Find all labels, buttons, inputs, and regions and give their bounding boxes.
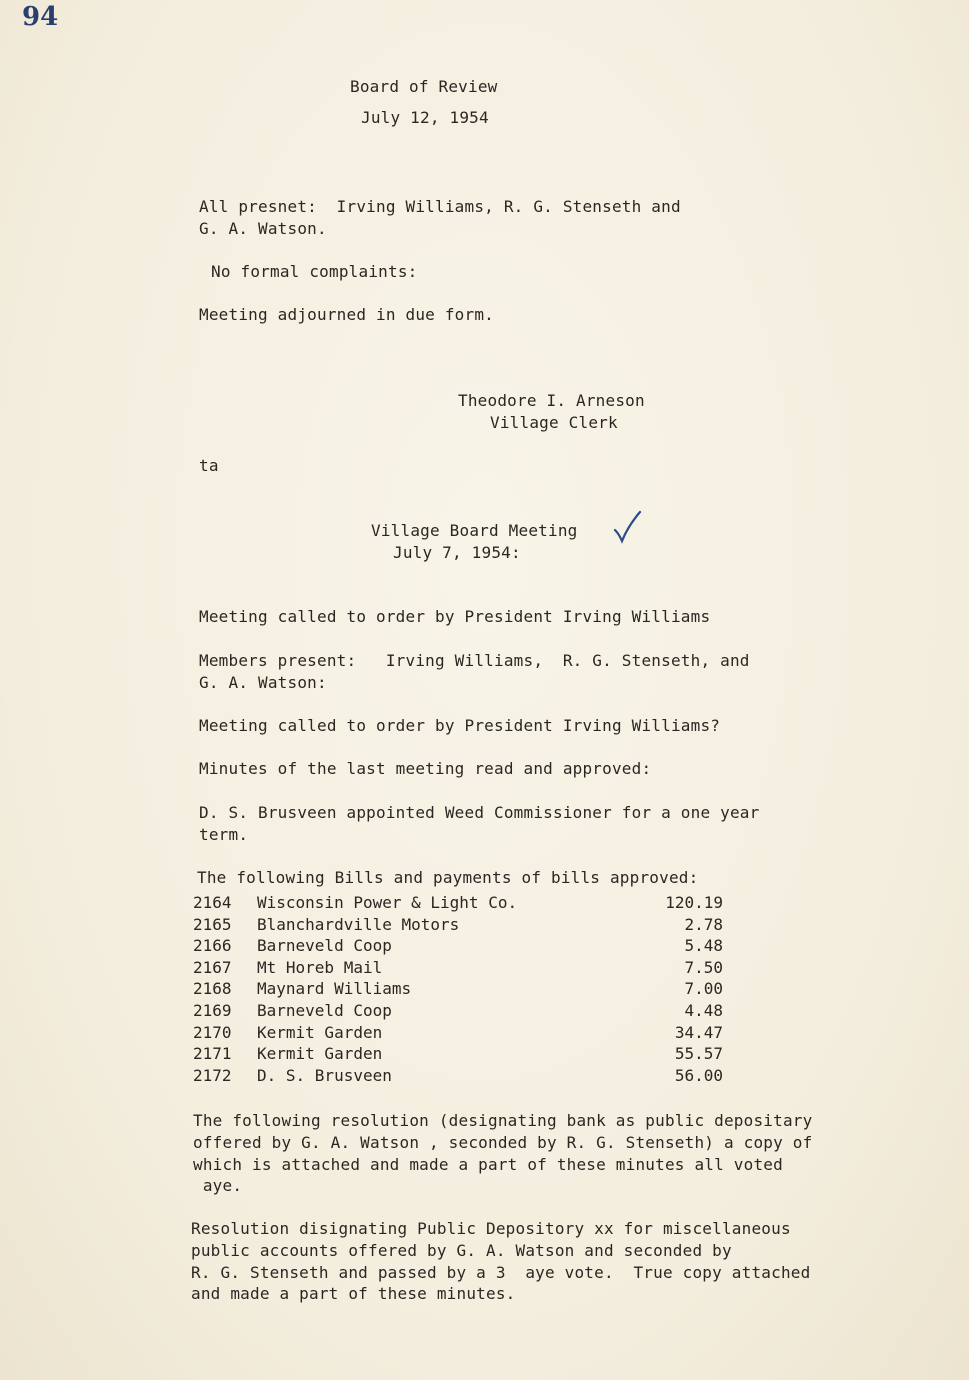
bill-number: 2166 bbox=[193, 936, 232, 956]
bill-row bbox=[193, 935, 733, 957]
complaints-line: No formal complaints: bbox=[211, 262, 418, 281]
bill-payee: Wisconsin Power & Light Co. bbox=[257, 893, 518, 912]
called-to-order-line: Meeting called to order by President Irving Williams bbox=[199, 607, 711, 626]
bill-number: 2171 bbox=[193, 1044, 232, 1064]
page-number: 94 bbox=[22, 2, 59, 32]
bill-number: 2172 bbox=[193, 1065, 232, 1085]
bill-payee: Barneveld Coop bbox=[257, 936, 392, 956]
bill-payee: D. S. Brusveen bbox=[257, 1065, 392, 1085]
bill-amount: 55.57 bbox=[674, 1044, 723, 1064]
members-line-1: Members present: Irving Williams, R. G. Stenseth, and bbox=[199, 651, 750, 670]
bill-payee: Kermit Garden bbox=[257, 1022, 383, 1042]
signer-title: Village Clerk bbox=[490, 413, 618, 432]
adjourned-line: Meeting adjourned in due form. bbox=[199, 305, 494, 324]
minutes-line: Minutes of the last meeting read and approved: bbox=[199, 759, 652, 778]
resolution-1-line-1: The following resolution (designating bank as public depositary bbox=[193, 1111, 813, 1130]
bill-row bbox=[193, 957, 733, 979]
bill-payee: Blanchardville Motors bbox=[257, 914, 460, 934]
resolution-2-line-1: Resolution disignating Public Depository xx for miscellaneous bbox=[191, 1219, 791, 1238]
bill-number: 2164 bbox=[193, 893, 232, 912]
bill-payee: Kermit Garden bbox=[257, 1044, 383, 1064]
called-to-order-line-2: Meeting called to order by President Irving Williams? bbox=[199, 716, 721, 735]
bill-number: 2170 bbox=[193, 1022, 232, 1042]
bills-heading: The following Bills and payments of bills approved: bbox=[197, 868, 699, 887]
present-line-2: G. A. Watson. bbox=[199, 219, 327, 238]
bill-number: 2168 bbox=[193, 979, 232, 999]
bill-payee: Maynard Williams bbox=[257, 979, 412, 999]
bill-row bbox=[193, 1065, 733, 1087]
bill-number: 2167 bbox=[193, 957, 232, 977]
members-line-2: G. A. Watson: bbox=[199, 673, 327, 692]
checkmark-icon bbox=[612, 510, 642, 544]
bill-amount: 2.78 bbox=[684, 914, 723, 934]
bill-amount: 7.00 bbox=[684, 979, 723, 999]
village-board-title: Village Board Meeting bbox=[371, 521, 578, 540]
bill-amount: 120.19 bbox=[665, 893, 723, 912]
present-line-1: All presnet: Irving Williams, R. G. Stenseth and bbox=[199, 197, 681, 216]
bill-amount: 7.50 bbox=[684, 957, 723, 977]
board-of-review-title: Board of Review bbox=[350, 77, 498, 96]
weed-commissioner-line-1: D. S. Brusveen appointed Weed Commissioner for a one year bbox=[199, 803, 760, 822]
bill-row bbox=[193, 1000, 733, 1022]
bill-amount: 4.48 bbox=[684, 1000, 723, 1020]
bill-row bbox=[193, 978, 733, 1000]
bills-list bbox=[193, 892, 733, 1086]
signer-name: Theodore I. Arneson bbox=[458, 391, 645, 410]
resolution-2-line-3: R. G. Stenseth and passed by a 3 aye vote. True copy attached bbox=[191, 1263, 811, 1282]
weed-commissioner-line-2: term. bbox=[199, 825, 249, 844]
bill-payee: Barneveld Coop bbox=[257, 1000, 392, 1020]
board-of-review-date: July 12, 1954 bbox=[361, 108, 489, 127]
resolution-2-line-2: public accounts offered by G. A. Watson and seconded by bbox=[191, 1241, 732, 1260]
bill-number: 2165 bbox=[193, 914, 232, 934]
bill-row bbox=[193, 892, 733, 914]
bill-amount: 34.47 bbox=[674, 1022, 723, 1042]
resolution-1-line-4: aye. bbox=[193, 1176, 243, 1195]
bill-amount: 5.48 bbox=[684, 936, 723, 956]
village-board-date: July 7, 1954: bbox=[393, 543, 521, 562]
resolution-1-line-3: which is attached and made a part of these minutes all voted bbox=[193, 1155, 783, 1174]
bill-payee: Mt Horeb Mail bbox=[257, 957, 383, 977]
bill-number: 2169 bbox=[193, 1000, 232, 1020]
bill-row bbox=[193, 1022, 733, 1044]
typist-initials: ta bbox=[199, 456, 219, 475]
resolution-1-line-2: offered by G. A. Watson , seconded by R. G. Stenseth) a copy of bbox=[193, 1133, 813, 1152]
bill-amount: 56.00 bbox=[674, 1065, 723, 1085]
bill-row bbox=[193, 1043, 733, 1065]
resolution-2-line-4: and made a part of these minutes. bbox=[191, 1284, 516, 1303]
bill-row bbox=[193, 914, 733, 936]
